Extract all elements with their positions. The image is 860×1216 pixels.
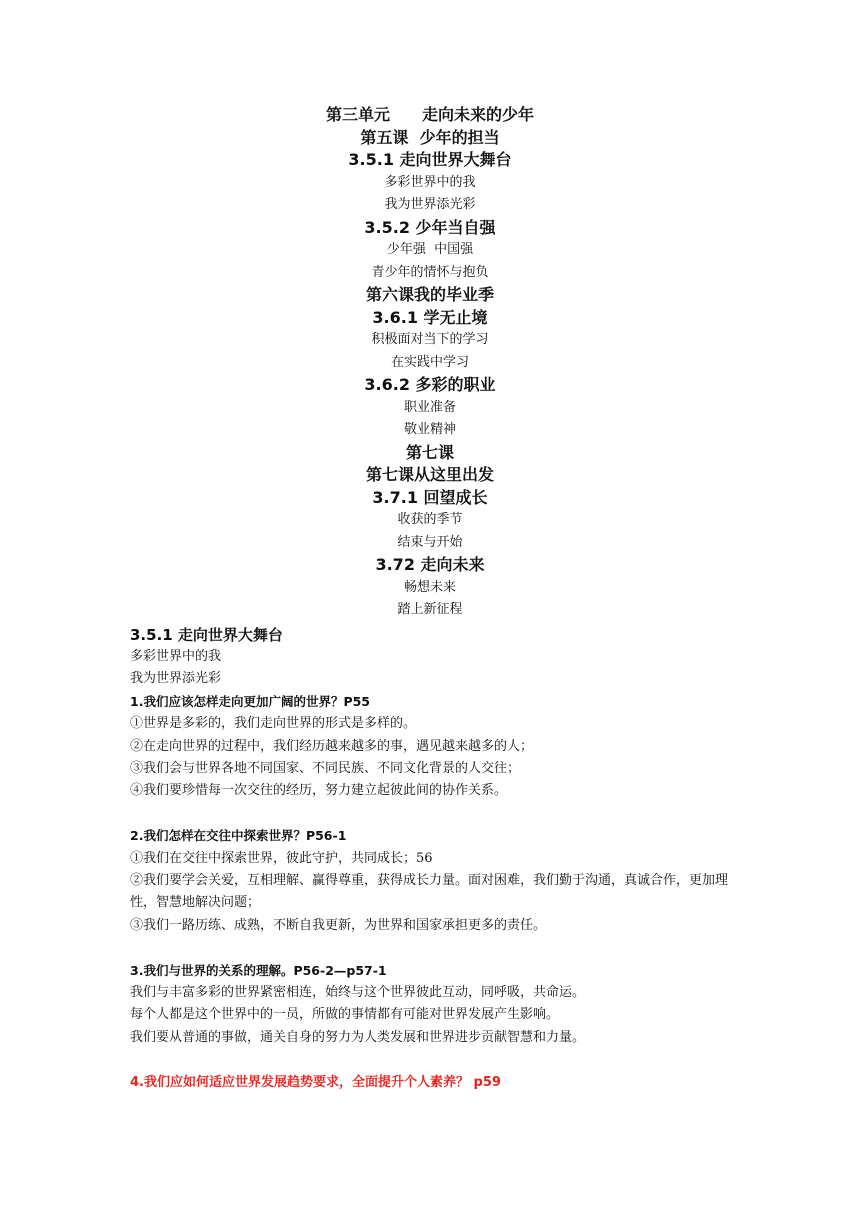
section-body	[130, 624, 750, 1094]
toc-heading: 3.6.2 多彩的职业	[364, 375, 496, 394]
question-2-line: ③我们一路历练、成熟，不断自我更新，为世界和国家承担更多的责任。	[130, 917, 547, 933]
toc-heading: 3.7.1 回望成长	[372, 487, 488, 507]
question-3-line: 我们与丰富多彩的世界紧密相连，始终与这个世界彼此互动，同呼吸，共命运。	[130, 985, 586, 1001]
question-4-title: 4.我们应如何适应世界发展趋势要求，全面提升个人素养？ p59	[130, 1074, 501, 1090]
toc-subitem: 少年强 中国强	[386, 242, 474, 257]
question-1-title: 1.我们应该怎样走向更加广阔的世界？P55	[130, 693, 371, 709]
toc-heading: 3.5.2 少年当自强	[364, 217, 496, 237]
question-1-line: ①世界是多彩的，我们走向世界的形式是多样的。	[130, 716, 417, 732]
question-3-line: 我们要从普通的事做，通关自身的努力为人类发展和世界进步贡献智慧和力量。	[130, 1029, 586, 1045]
toc-heading: 第五课 少年的担当	[360, 127, 500, 147]
toc-heading: 第六课我的毕业季	[365, 285, 494, 304]
paragraph-gap	[130, 1049, 750, 1071]
question-3-title: 3.我们与世界的关系的理解。P56-2—p57-1	[130, 962, 387, 978]
toc-subitem: 敬业精神	[403, 422, 456, 437]
paragraph-gap	[130, 937, 750, 959]
question-2-title: 2.我们怎样在交往中探索世界？P56-1	[130, 828, 347, 844]
toc-subitem: 青少年的情怀与抱负	[371, 264, 489, 280]
section-subtitle-1: 多彩世界中的我	[130, 649, 222, 664]
toc-subitem: 畅想未来	[403, 579, 456, 595]
toc-heading: 第三单元 走向未来的少年	[325, 105, 534, 124]
toc-heading: 3.72 走向未来	[375, 555, 485, 574]
toc-subitem: 踏上新征程	[397, 602, 463, 617]
toc-heading: 3.5.1 走向世界大舞台	[348, 150, 512, 169]
section-subtitle-2: 我为世界添光彩	[130, 671, 222, 687]
toc-subitem: 积极面对当下的学习	[371, 332, 489, 347]
section-heading: 3.5.1 走向世界大舞台	[130, 626, 283, 644]
question-2-line: ②我们要学会关爱，互相理解、赢得尊重，获得成长力量。面对困难，我们勤于沟通，真诚合作，更加理性，智慧地解决问题；	[130, 873, 729, 911]
toc-subitem: 结束与开始	[397, 534, 463, 550]
toc-subitem: 多彩世界中的我	[384, 174, 476, 190]
question-3-line: 每个人都是这个世界中的一员，所做的事情都有可能对世界发展产生影响。	[130, 1007, 560, 1023]
question-2-line: ①我们在交往中探索世界，彼此守护，共同成长；56	[130, 850, 433, 866]
question-1-line: ③我们会与世界各地不同国家、不同民族、不同文化背景的人交往；	[130, 761, 521, 777]
toc-heading: 第七课从这里出发	[365, 465, 494, 484]
toc-heading: 3.6.1 学无止境	[372, 307, 488, 327]
question-1-line: ②在走向世界的过程中，我们经历越来越多的事，遇见越来越多的人；	[130, 738, 534, 754]
toc-subitem: 我为世界添光彩	[384, 197, 476, 212]
toc-subitem: 收获的季节	[397, 512, 463, 527]
paragraph-gap	[130, 803, 750, 825]
toc-subitem: 在实践中学习	[390, 354, 469, 370]
table-of-contents	[0, 104, 860, 622]
question-1-line: ④我们要珍惜每一次交往的经历，努力建立起彼此间的协作关系。	[130, 783, 508, 799]
toc-heading: 第七课	[405, 442, 454, 462]
toc-subitem: 职业准备	[403, 399, 456, 415]
